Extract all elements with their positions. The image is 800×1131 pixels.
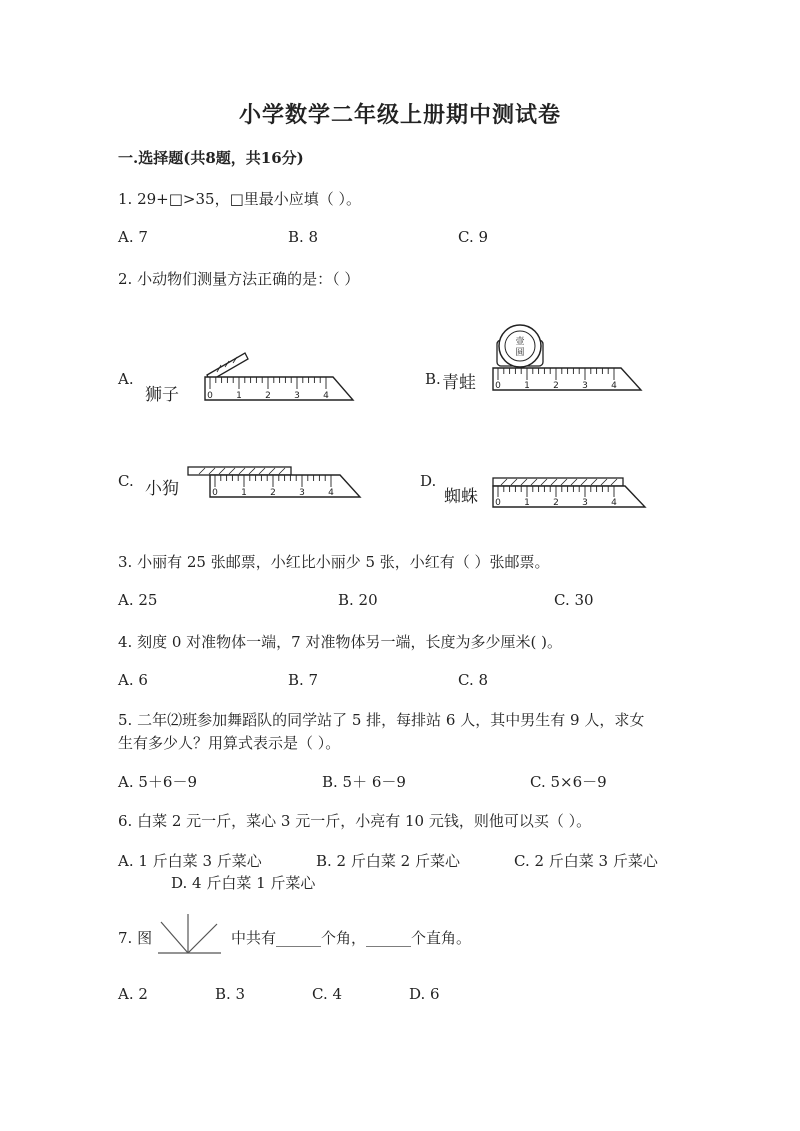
ruler-tick-label: 2 [553,498,559,508]
q6-option-a[interactable]: A. 1 斤白菜 3 斤菜心 [118,852,262,870]
ruler-figure-c [185,462,365,502]
ruler-tick-label: 4 [611,498,617,508]
q2-option-a-animal: 狮子 [145,385,179,405]
q2-option-c-animal: 小狗 [145,479,179,499]
question-5-line-2: 生有多少人？用算式表示是（ ）。 [118,734,341,752]
question-3: 3. 小丽有 25 张邮票，小红比小丽少 5 张，小红有（ ）张邮票。 [118,553,550,571]
page-title: 小学数学二年级上册期中测试卷 [238,102,561,128]
ruler-tick-label: 4 [328,488,334,498]
q7-option-a[interactable]: A. 2 [118,985,148,1003]
q6-option-b[interactable]: B. 2 斤白菜 2 斤菜心 [316,852,460,870]
ruler-tick-label: 3 [582,498,588,508]
ruler-tick-label: 2 [265,391,271,401]
q3-option-c[interactable]: C. 30 [554,591,594,609]
section-heading: 一.选择题(共8题，共16分) [118,149,304,167]
question-7-prefix: 7. 图 [118,929,153,947]
ruler-tick-label: 1 [236,391,242,401]
ruler-figure-b [485,318,645,393]
ruler-figure-a [195,345,360,410]
ruler-tick-label: 2 [270,488,276,498]
ruler-tick-label: 0 [495,381,501,391]
q5-option-b[interactable]: B. 5＋ 6－9 [322,773,406,791]
q4-option-c[interactable]: C. 8 [458,671,489,689]
q2-option-b-animal: 青蛙 [442,373,476,393]
angle-figure [155,912,225,958]
q6-option-d[interactable]: D. 4 斤白菜 1 斤菜心 [171,874,316,892]
ruler-tick-label: 1 [241,488,247,498]
q2-option-d-animal: 蜘蛛 [444,487,478,507]
ruler-tick-label: 4 [323,391,329,401]
ruler-figure-d [485,472,650,510]
q1-option-a[interactable]: A. 7 [118,228,148,246]
q1-option-b[interactable]: B. 8 [288,228,319,246]
coin-char: 壹 [515,337,525,347]
ruler-tick-label: 1 [524,498,530,508]
q2-option-b-letter[interactable]: B. [425,370,441,388]
ruler-tick-label: 3 [299,488,305,498]
q2-option-a-letter[interactable]: A. [118,370,134,388]
coin-char: 圆 [515,348,525,358]
q3-option-a[interactable]: A. 25 [118,591,158,609]
question-2: 2. 小动物们测量方法正确的是：（ ） [118,270,360,288]
q4-option-b[interactable]: B. 7 [288,671,319,689]
q2-option-d-letter[interactable]: D. [420,472,437,490]
ruler-tick-label: 4 [611,381,617,391]
ruler-tick-label: 3 [294,391,300,401]
question-1: 1. 29+□>35，□里最小应填（ ）。 [118,190,362,208]
q5-option-a[interactable]: A. 5＋6－9 [118,773,197,791]
ruler-tick-label: 1 [524,381,530,391]
q2-option-c-letter[interactable]: C. [118,472,134,490]
q7-option-b[interactable]: B. 3 [215,985,246,1003]
ruler-tick-label: 2 [553,381,559,391]
q3-option-b[interactable]: B. 20 [338,591,378,609]
ruler-tick-label: 0 [495,498,501,508]
angle-left-ray [161,922,188,953]
question-7-text: 中共有______个角，______个直角。 [231,929,472,947]
question-4: 4. 刻度 0 对准物体一端，7 对准物体另一端，长度为多少厘米( )。 [118,633,562,651]
q4-option-a[interactable]: A. 6 [118,671,148,689]
q7-option-d[interactable]: D. 6 [409,985,440,1003]
q1-option-c[interactable]: C. 9 [458,228,489,246]
q7-option-c[interactable]: C. 4 [312,985,343,1003]
ruler-tick-label: 3 [582,381,588,391]
ruler-tick-label: 0 [212,488,218,498]
q6-option-c[interactable]: C. 2 斤白菜 3 斤菜心 [514,852,658,870]
question-6: 6. 白菜 2 元一斤，菜心 3 元一斤，小亮有 10 元钱，则他可以买（ ）。 [118,812,592,830]
angle-right-ray [188,924,217,953]
question-5-line-1: 5. 二年⑵班参加舞蹈队的同学站了 5 排，每排站 6 人，其中男生有 9 人，求女 [118,711,645,729]
q5-option-c[interactable]: C. 5×6－9 [530,773,607,791]
ruler-tick-label: 0 [207,391,213,401]
